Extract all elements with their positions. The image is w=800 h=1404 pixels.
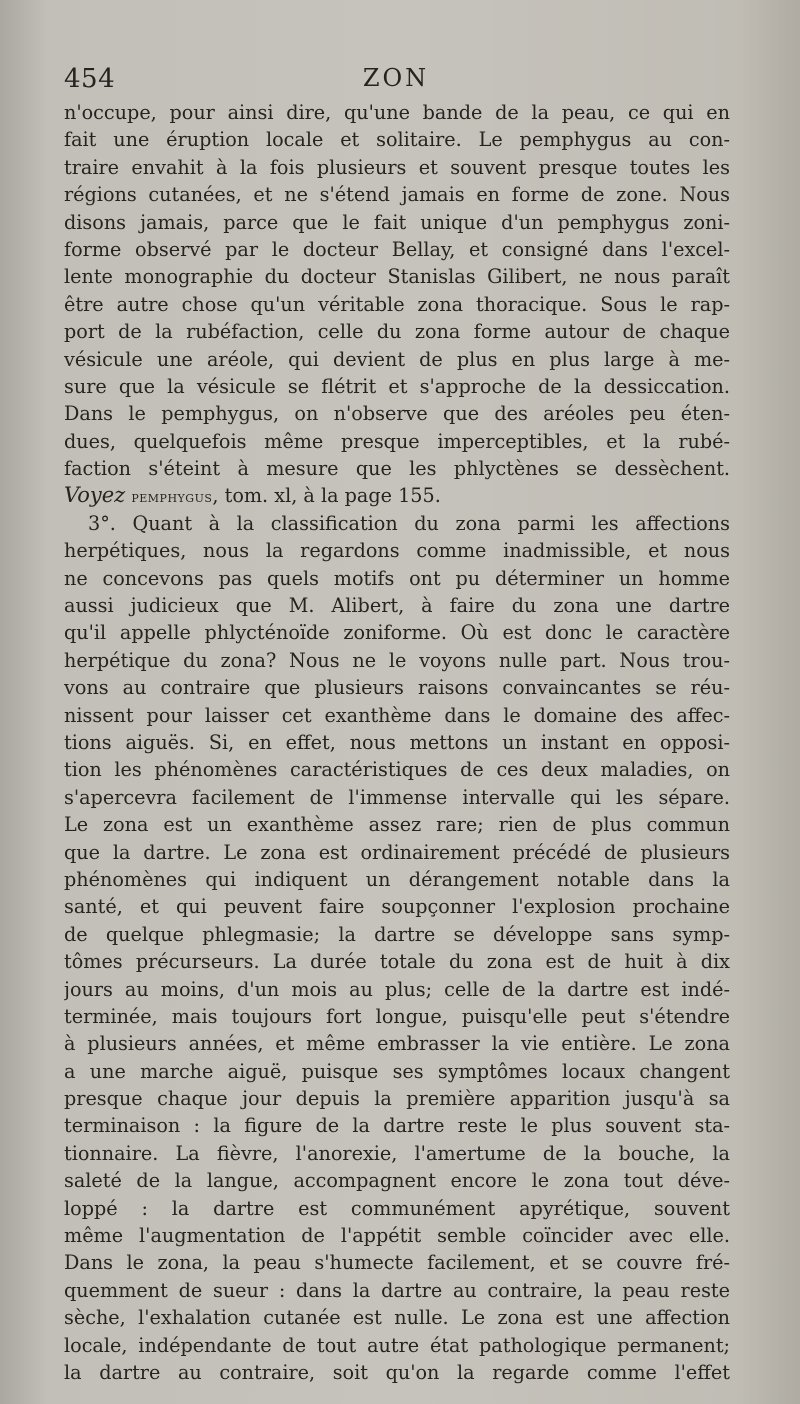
page-header	[64, 64, 728, 98]
text-line: qu'il appelle phlycténoïde zoniforme. Où est donc le caractère	[64, 621, 730, 645]
text-line: forme observé par le docteur Bellay, et consigné dans l'excel-	[64, 237, 730, 261]
text-line: lente monographie du docteur Stanislas Gilibert, ne nous paraît	[64, 265, 730, 289]
text-line: la dartre au contraire, soit qu'on la regarde comme l'effet	[64, 1360, 730, 1384]
text-line: jours au moins, d'un mois au plus; celle de la dartre est indé-	[64, 977, 730, 1001]
body-text	[64, 99, 730, 1386]
text-line: Le zona est un exanthème assez rare; rien de plus commun	[64, 813, 730, 837]
page-number: 454	[64, 64, 116, 94]
text-line: port de la rubéfaction, celle du zona forme autour de chaque	[64, 320, 730, 344]
text-line: faction s'éteint à mesure que les phlyctènes se dessèchent.	[64, 457, 730, 481]
text-line: tionnaire. La fièvre, l'anorexie, l'amertume de la bouche, la	[64, 1141, 730, 1165]
text-line: dues, quelquefois même presque imperceptibles, et la rubé-	[64, 429, 730, 453]
text-line: même l'augmentation de l'appétit semble coïncider avec elle.	[64, 1224, 730, 1248]
text-line: herpétique du zona? Nous ne le voyons nulle part. Nous trou-	[64, 648, 730, 672]
text-line: vons au contraire que plusieurs raisons convaincantes se réu-	[64, 676, 730, 700]
text-line: locale, indépendante de tout autre état pathologique permanent;	[64, 1333, 730, 1357]
text-line: herpétiques, nous la regardons comme inadmissible, et nous	[64, 539, 730, 563]
text-line: quemment de sueur : dans la dartre au contraire, la peau reste	[64, 1278, 730, 1302]
running-title: ZON	[362, 64, 430, 92]
reference-smallcaps: pemphygus	[131, 488, 213, 507]
text-line: Dans le pemphygus, on n'observe que des aréoles peu éten-	[64, 402, 730, 426]
text-line: s'apercevra facilement de l'immense intervalle qui les sépare.	[64, 785, 730, 809]
text-line: Dans le zona, la peau s'humecte facilement, et se couvre fré-	[64, 1251, 730, 1275]
text-line: terminaison : la figure de la dartre reste le plus souvent sta-	[64, 1114, 730, 1138]
reference-italic: Voyez	[64, 483, 126, 508]
text-line: être autre chose qu'un véritable zona thoracique. Sous le rap-	[64, 292, 730, 316]
text-line: saleté de la langue, accompagnent encore le zona tout déve-	[64, 1169, 730, 1193]
text-line: tion les phénomènes caractéristiques de ces deux maladies, on	[64, 758, 730, 782]
text-line: traire envahit à la fois plusieurs et souvent presque toutes les	[64, 155, 730, 179]
text-line: presque chaque jour depuis la première apparition jusqu'à sa	[64, 1087, 730, 1111]
text-line: a une marche aiguë, puisque ses symptômes locaux changent	[64, 1059, 730, 1083]
text-line: aussi judicieux que M. Alibert, à faire du zona une dartre	[64, 594, 730, 618]
text-line: ne concevons pas quels motifs ont pu déterminer un homme	[64, 566, 730, 590]
text-line: nissent pour laisser cet exanthème dans le domaine des affec-	[64, 703, 730, 727]
text-line: fait une éruption locale et solitaire. Le pemphygus au con-	[64, 128, 730, 152]
text-line: loppé : la dartre est communément apyrétique, souvent	[64, 1196, 730, 1220]
text-line: de quelque phlegmasie; la dartre se développe sans symp-	[64, 922, 730, 946]
text-line: terminée, mais toujours fort longue, puisqu'elle peut s'étendre	[64, 1004, 730, 1028]
text-line: phénomènes qui indiquent un dérangement notable dans la	[64, 867, 730, 891]
reference-line	[64, 482, 730, 509]
text-line: que la dartre. Le zona est ordinairement précédé de plusieurs	[64, 840, 730, 864]
text-line: disons jamais, parce que le fait unique d'un pemphygus zoni-	[64, 210, 730, 234]
reference-rest: , tom. xl, à la page 155.	[212, 484, 441, 508]
text-line: sèche, l'exhalation cutanée est nulle. Le zona est une affection	[64, 1306, 730, 1330]
text-line: vésicule une aréole, qui devient de plus en plus large à me-	[64, 347, 730, 371]
text-line: tions aiguës. Si, en effet, nous mettons un instant en opposi-	[64, 730, 730, 754]
text-line: santé, et qui peuvent faire soupçonner l'explosion prochaine	[64, 895, 730, 919]
text-line: sure que la vésicule se flétrit et s'approche de la dessiccation.	[64, 374, 730, 398]
text-line: n'occupe, pour ainsi dire, qu'une bande de la peau, ce qui en	[64, 101, 730, 124]
text-line: régions cutanées, et ne s'étend jamais en forme de zone. Nous	[64, 183, 730, 207]
text-line: tômes précurseurs. La durée totale du zona est de huit à dix	[64, 950, 730, 974]
text-line: à plusieurs années, et même embrasser la vie entière. Le zona	[64, 1032, 730, 1056]
text-line: 3°. Quant à la classification du zona parmi les affections	[88, 511, 730, 535]
